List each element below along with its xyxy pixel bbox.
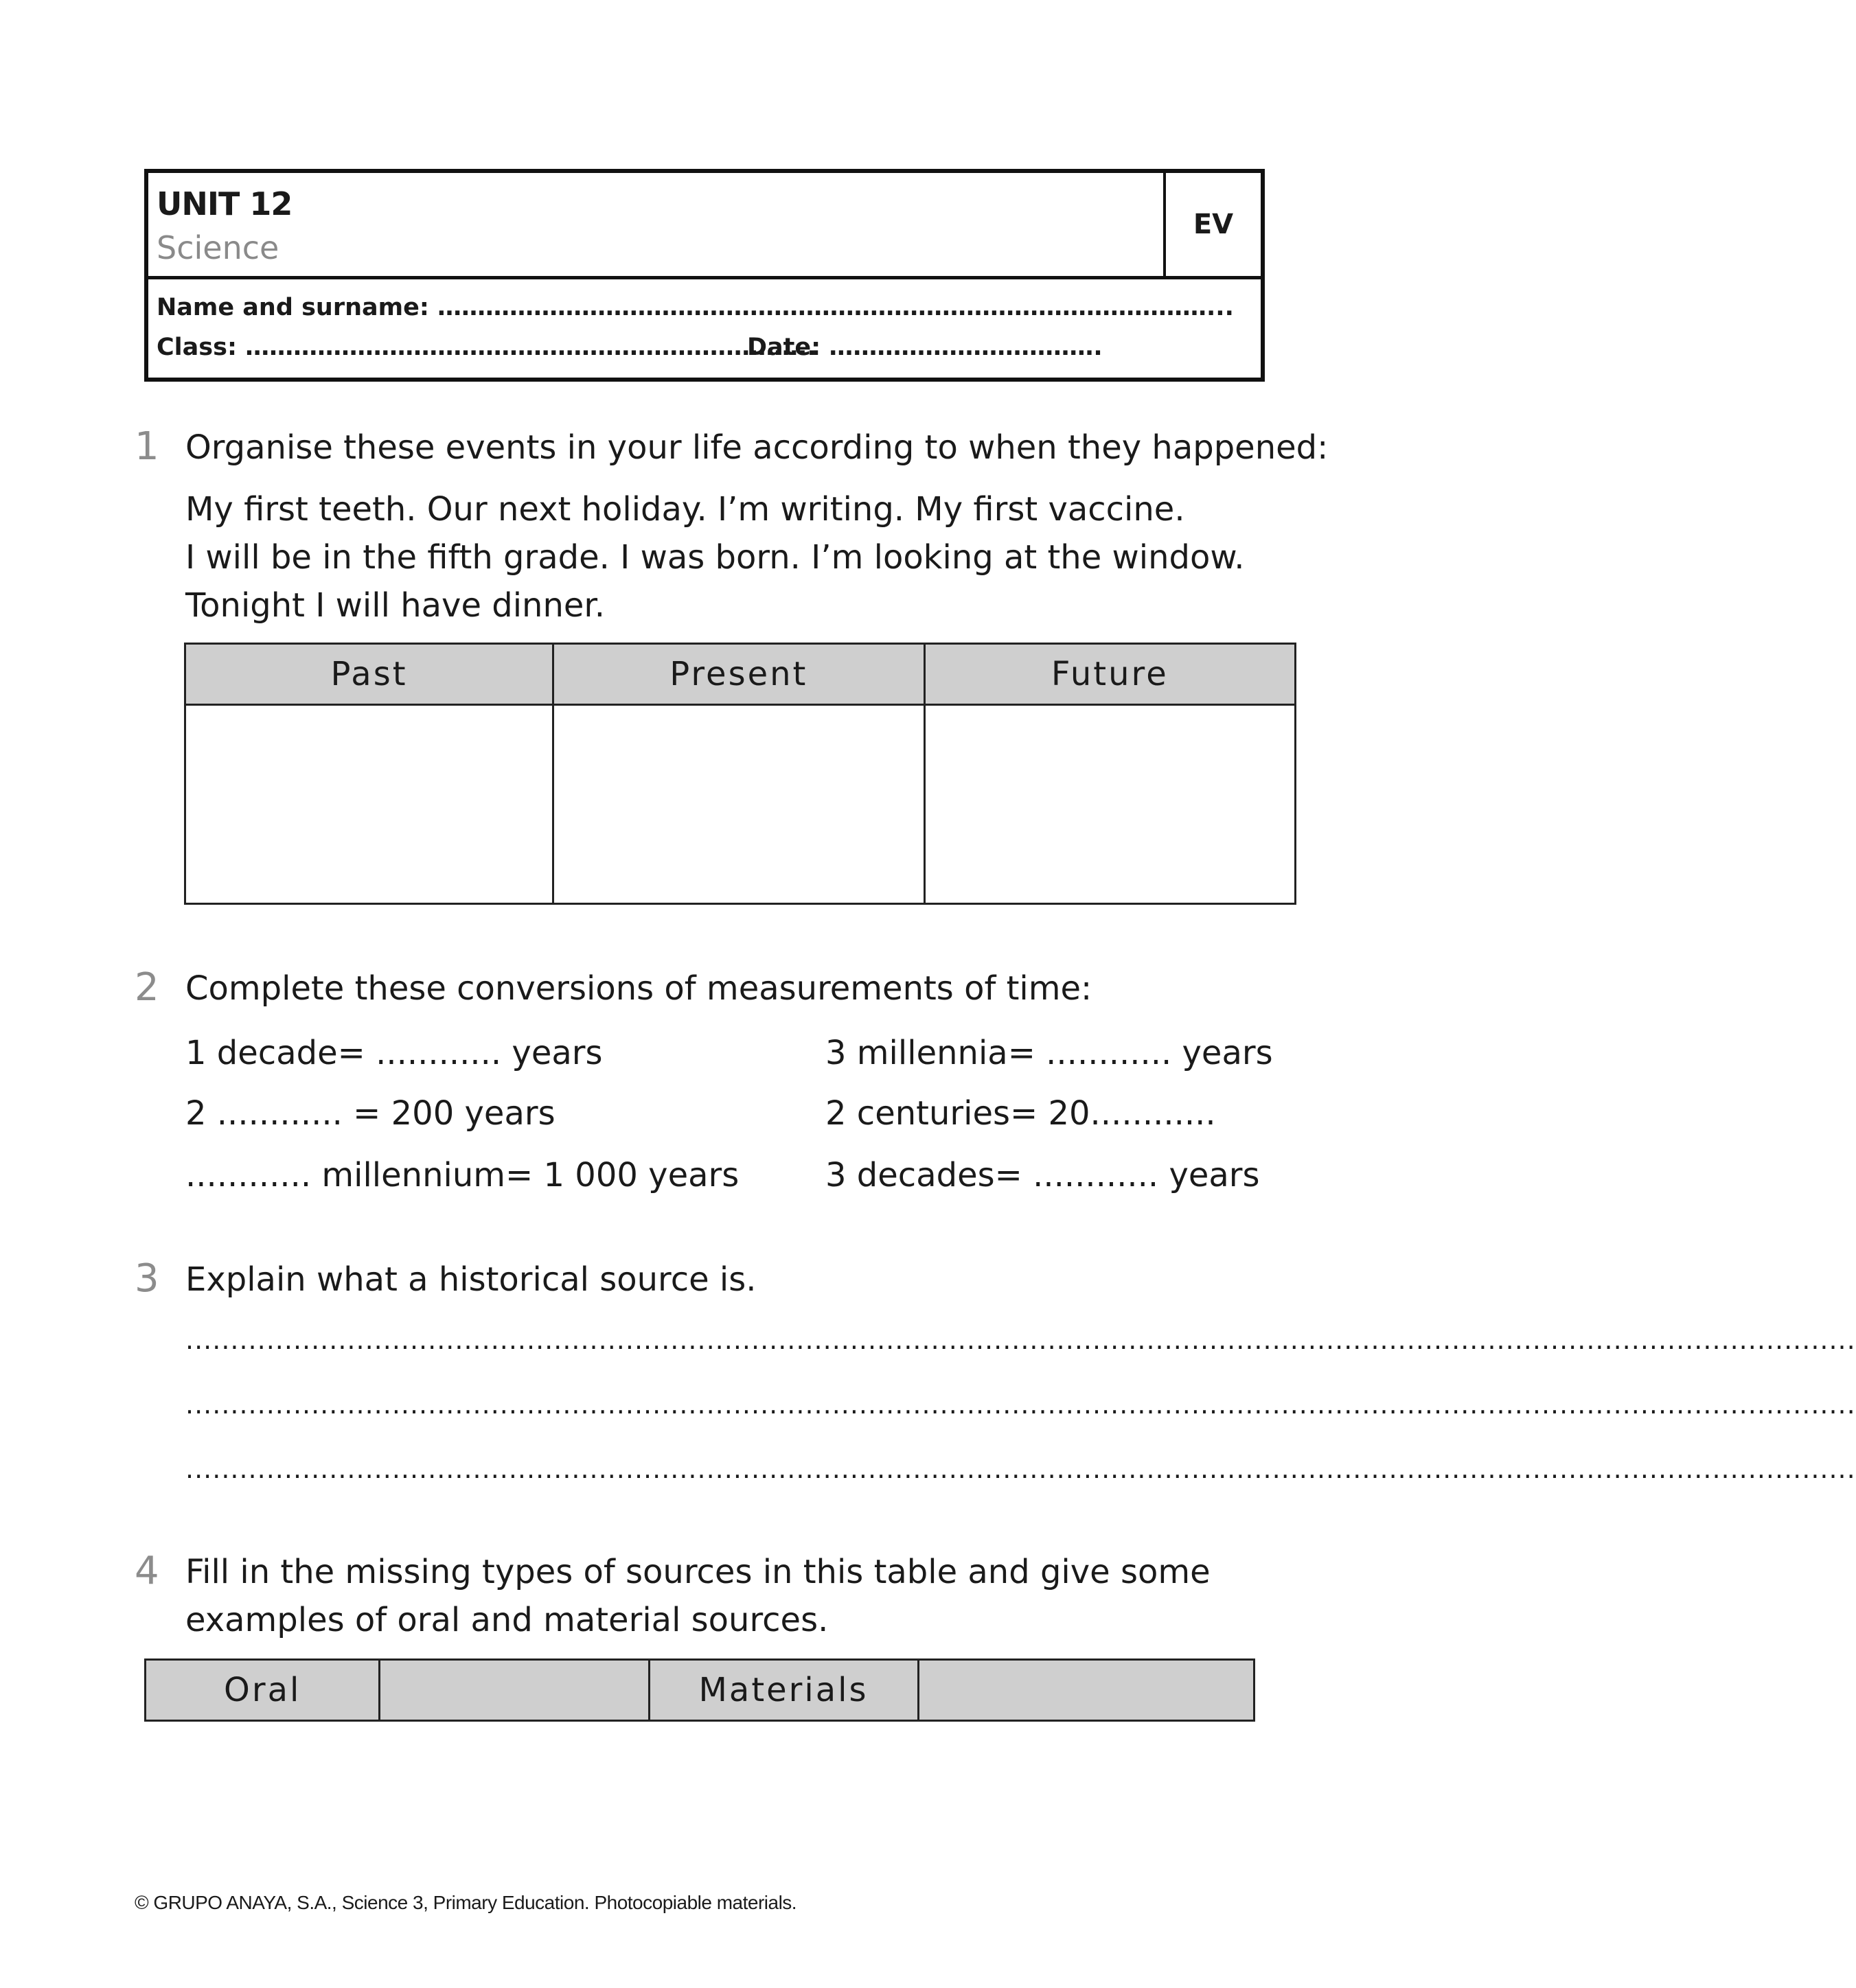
question-4-number: 4 [135,1549,159,1593]
column-header-materials: Materials [649,1660,918,1721]
column-header-present: Present [553,644,925,705]
answer-line[interactable]: .......................................................................................................................................................................................... [185,1389,1856,1420]
question-4-prompt: examples of oral and material sources. [185,1601,829,1639]
conversion-item[interactable]: ............ millennium= 1 000 years [185,1156,740,1194]
conversion-item[interactable]: 1 decade= ............ years [185,1034,603,1072]
past-answer-cell[interactable] [185,705,553,904]
question-1-line: Tonight I will have dinner. [185,586,605,625]
question-2-number: 2 [135,965,159,1010]
future-answer-cell[interactable] [924,705,1295,904]
question-3-prompt: Explain what a historical source is. [185,1260,757,1299]
question-1-line: My first teeth. Our next holiday. I’m writing. My first vaccine. [185,490,1185,529]
name-field[interactable]: Name and surname: ……………………………………………………………………………………... [157,294,1234,321]
answer-line[interactable]: .......................................................................................................................................................................................... [185,1454,1856,1484]
column-header-oral: Oral [146,1660,380,1721]
column-header-past: Past [185,644,553,705]
conversion-item[interactable]: 3 millennia= ............ years [825,1034,1273,1072]
conversion-item[interactable]: 2 centuries= 20............ [825,1094,1216,1133]
copyright-footer: © GRUPO ANAYA, S.A., Science 3, Primary Education. Photocopiable materials. [135,1892,797,1913]
evaluation-code: EV [1163,173,1261,276]
question-2-prompt: Complete these conversions of measurements of time: [185,969,1092,1008]
time-events-table [184,643,1296,905]
unit-subject: Science [157,229,279,266]
missing-type-cell[interactable] [380,1660,649,1721]
class-field[interactable]: Class: …………………………………………………………….. [157,334,816,361]
header-box [144,169,1265,382]
column-header-future: Future [924,644,1295,705]
question-1-number: 1 [135,424,159,469]
question-1-prompt: Organise these events in your life according to when they happened: [185,428,1329,467]
question-4-prompt: Fill in the missing types of sources in this table and give some [185,1553,1211,1591]
question-1-line: I will be in the fifth grade. I was born. I’m looking at the window. [185,538,1245,577]
answer-line[interactable]: .......................................................................................................................................................................................... [185,1325,1856,1355]
unit-title: UNIT 12 [157,185,293,222]
conversion-item[interactable]: 3 decades= ............ years [825,1156,1260,1194]
date-field[interactable]: Date: ……………………………. [747,334,1103,361]
missing-type-cell[interactable] [918,1660,1254,1721]
header-title-area [148,173,1261,279]
conversion-item[interactable]: 2 ............ = 200 years [185,1094,555,1133]
sources-table [144,1658,1255,1722]
question-3-number: 3 [135,1256,159,1301]
present-answer-cell[interactable] [553,705,925,904]
